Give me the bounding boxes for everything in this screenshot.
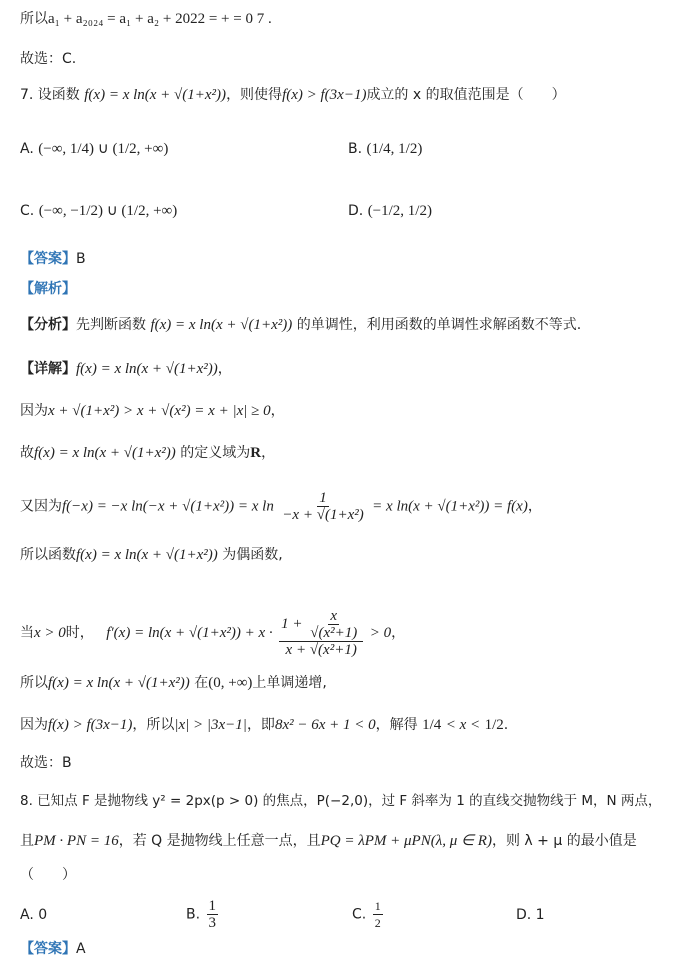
symmetry-fraction: $\frac{1}{\text{−x + √(1+x²)}}$ [282, 490, 364, 523]
detail-start: 【详解】f(x) = x ln(x + √(1+x²))， [20, 361, 232, 377]
solve-line: 因为f(x) > f(3x−1)，所以|x| > |3x−1|，即8x² − 6x + 1 < 0，解得 1/4 < x < 1/2. [20, 717, 509, 733]
because-line: 因为x + √(1+x²) > x + √(x²) = x + |x| ≥ 0， [20, 403, 285, 419]
even-line: 所以函数f(x) = x ln(x + √(1+x²)) 为偶函数, [20, 547, 283, 563]
option-c: C. (−∞, −1/2) ∪ (1/2, +∞) [20, 203, 178, 219]
question-8-line-2: 且PM · PN = 16，若 Q 是抛物线上任意一点，且PQ = λPM + μPN(λ, μ ∈ R)，则 λ + μ 的最小值是 [20, 833, 637, 849]
answer-q8: 【答案】A [20, 941, 86, 957]
option-a: A. (−∞, 1/4) ∪ (1/2, +∞) [20, 141, 169, 157]
domain-line: 故f(x) = x ln(x + √(1+x²)) 的定义域为R， [20, 445, 276, 461]
q8-option-b: B. $\frac{1}{3}$ [186, 898, 217, 931]
question-8-line-1: 8. 已知点 F 是抛物线 y² = 2px(p > 0) 的焦点，P(−2,0)，过 F 斜率为 1 的直线交抛物线于 M，N 两点， [20, 793, 662, 809]
question-8-line-3: （ ） [20, 867, 76, 883]
q8-option-c: C. $\frac{1}{2}$ [352, 899, 381, 930]
question-7: 7. 设函数 f(x) = x ln(x + √(1+x²))，则使得f(x) > f(3x−1)成立的 x 的取值范围是（ ） [20, 87, 566, 103]
derivative-line: 当x > 0时， f′(x) = ln(x + √(1+x²)) + x · 1 + $\frac{x}{\text{√(x²+1)}}$ x + √(x²+1) > 0， [20, 608, 406, 658]
line-result: 所以a₁ + a₂₀₂₄ = a₁ + a₂ + 2022 = + = 0 7 . [20, 11, 272, 27]
q8-option-a: A. 0 [20, 907, 48, 923]
monotonic-line: 所以f(x) = x ln(x + √(1+x²)) 在(0, +∞)上单调递增, [20, 675, 327, 691]
line-choose-c: 故选：C. [20, 51, 77, 67]
q7-function: f(x) = x ln(x + √(1+x²)) [84, 87, 227, 103]
q8-option-d: D. 1 [516, 907, 545, 923]
symmetry-line: 又因为f(−x) = −x ln(−x + √(1+x²)) = x ln $\frac{1}{\text{−x + √(1+x²)}}$ = x ln(x + √(1+x²)) = f(x)， [20, 490, 542, 523]
q7-condition: f(x) > f(3x−1) [282, 87, 367, 103]
derivative-fraction: 1 + $\frac{x}{\text{√(x²+1)}}$ x + √(x²+1) [279, 608, 363, 658]
choose-b: 故选：B [20, 755, 72, 771]
analysis-heading: 【解析】 [20, 281, 76, 297]
option-d: D. (−1/2, 1/2) [348, 203, 432, 219]
analysis-summary: 【分析】先判断函数 f(x) = x ln(x + √(1+x²)) 的单调性，利用函数的单调性求解函数不等式. [20, 317, 582, 333]
answer-q7: 【答案】B [20, 251, 86, 267]
result-math: a₁ + a₂₀₂₄ = a₁ + a₂ + 2022 = + = 0 7 . [48, 11, 272, 27]
option-b: B. (1/4, 1/2) [348, 141, 423, 157]
